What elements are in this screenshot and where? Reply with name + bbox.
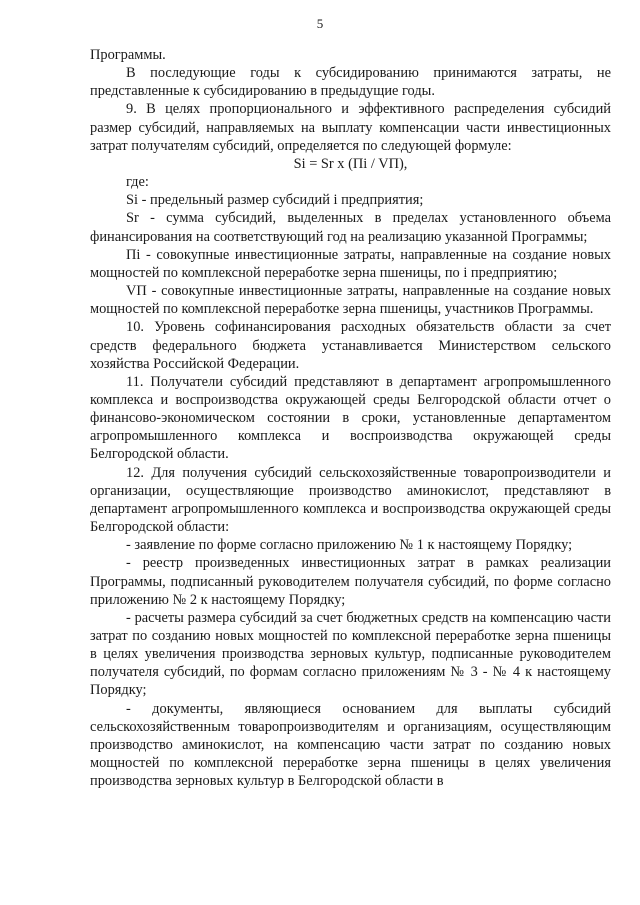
list-item-documents: - документы, являющиеся основанием для выплаты субсидий сельскохозяйственным товаропроизводителям и организациям, осуществляющим производство аминокислот, на компенсацию части затрат по созданию новых мощностей по комплексной переработке зерна пшеницы в целях увеличения производства зерновых культур в Белгородской области в — [90, 700, 611, 790]
definition-pi: Пi - совокупные инвестиционные затраты, направленные на создание новых мощностей по комплексной переработке зерна пшеницы, по i предприятию; — [90, 246, 611, 281]
paragraph-12: 12. Для получения субсидий сельскохозяйственные товаропроизводители и организации, осуществляющие производство аминокислот, представляют в департамент агропромышленного комплекса и воспроизводства окружающей среды Белгородской области: — [90, 464, 611, 536]
formula: Si = Sr x (Пi / VП), — [293, 155, 408, 172]
paragraph-10: 10. Уровень софинансирования расходных обязательств области за счет средств федерального бюджета устанавливается Министерством сельского хозяйства Российской Федерации. — [90, 319, 611, 372]
paragraph-continuation: Программы. — [90, 47, 166, 63]
paragraph-subsidy-years: В последующие годы к субсидированию принимаются затраты, не представленные к субсидированию в предыдущие годы. — [90, 65, 611, 100]
page-number: 5 — [316, 16, 324, 31]
document-body — [90, 46, 611, 790]
paragraph-11: 11. Получатели субсидий представляют в департамент агропромышленного комплекса и воспроизводства окружающей среды Белгородской области отчет о финансово-экономическом состоянии в сроки, установленные департаментом агропромышленного комплекса и воспроизводства окружающей среды Белгородской области. — [90, 373, 611, 463]
definition-vp: VП - совокупные инвестиционные затраты, направленные на создание новых мощностей по комплексной переработке зерна пшеницы, участников Программы. — [90, 283, 611, 318]
list-item-application: - заявление по форме согласно приложению № 1 к настоящему Порядку; — [126, 537, 573, 554]
definition-sr: Sr - сумма субсидий, выделенных в пределах установленного объема финансирования на соответствующий год на реализацию указанной Программы; — [90, 210, 611, 245]
list-item-calculations: - расчеты размера субсидий за счет бюджетных средств на компенсацию части затрат по созданию новых мощностей по комплексной переработке зерна пшеницы в целях увеличения производства зерновых культур, подписанные руководителем получателя субсидий, по формам согласно приложениям № 3 - № 4 к настоящему Порядку; — [90, 609, 611, 699]
list-item-registry: - реестр произведенных инвестиционных затрат в рамках реализации Программы, подписанный руководителем получателя субсидий, по форме согласно приложению № 2 к настоящему Порядку; — [90, 555, 611, 608]
definition-si: Si - предельный размер субсидий i предприятия; — [126, 192, 424, 209]
paragraph-9: 9. В целях пропорционального и эффективного распределения субсидий размер субсидий, направляемых на выплату компенсации части инвестиционных затрат получателям субсидий, определяется по следующей формуле: — [90, 101, 611, 154]
formula-where: где: — [126, 174, 149, 191]
